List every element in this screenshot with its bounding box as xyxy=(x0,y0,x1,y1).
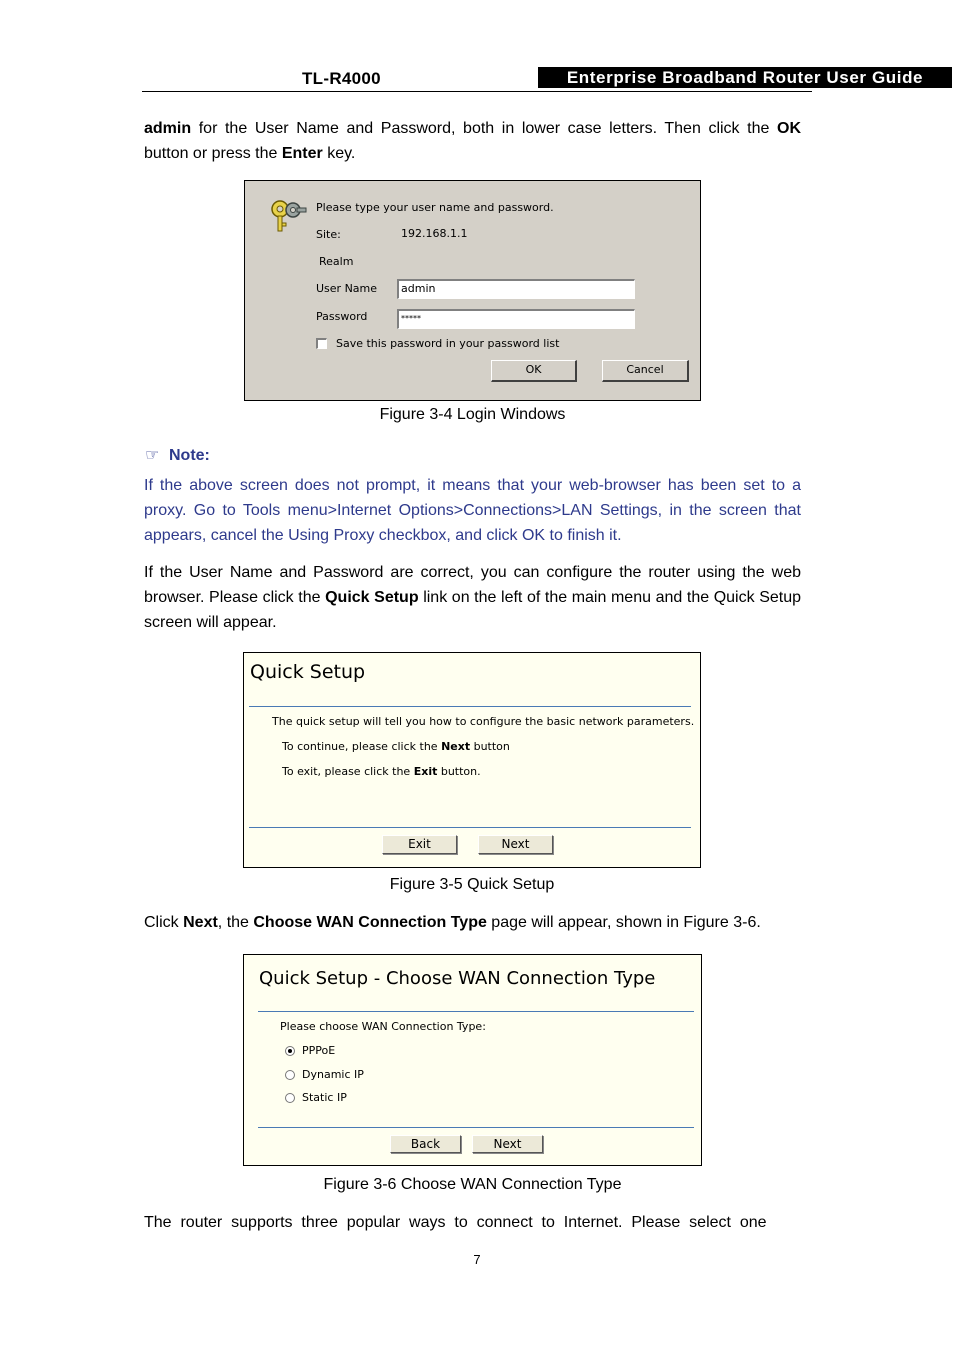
bold-ok: OK xyxy=(777,120,801,137)
note-heading-text: Note: xyxy=(169,447,210,464)
guide-title: Enterprise Broadband Router User Guide xyxy=(538,67,952,88)
next-button[interactable]: Next xyxy=(478,835,553,854)
username-label: User Name xyxy=(316,282,378,295)
para3-text-1: Click xyxy=(144,914,184,931)
password-input[interactable]: ***** xyxy=(397,309,635,329)
intro-text-1: for the User Name and Password, both in lower case letters. Then click the xyxy=(191,120,777,137)
realm-label: Realm xyxy=(319,255,354,268)
line3-bold: Exit xyxy=(413,765,438,778)
bold-admin: admin xyxy=(144,120,192,137)
quick-setup-line-1: The quick setup will tell you how to configure the basic network parameters. xyxy=(272,715,695,728)
bold-enter: Enter xyxy=(281,145,323,162)
line2-post: button xyxy=(470,740,510,753)
para3-text-3: page will appear, shown in Figure 3-6. xyxy=(486,914,761,931)
bold-next: Next xyxy=(183,914,218,931)
save-password-checkbox[interactable] xyxy=(316,338,327,349)
wan-type-screenshot xyxy=(243,954,702,1166)
quick-setup-line-2 xyxy=(282,740,510,753)
page-number: 7 xyxy=(473,1252,481,1267)
line2-bold: Next xyxy=(441,740,471,753)
paragraph-connection-ways: The router supports three popular ways to connect to Internet. Please select one xyxy=(144,1214,767,1231)
figure-3-6-caption: Figure 3-6 Choose WAN Connection Type xyxy=(323,1176,622,1193)
divider-bottom xyxy=(249,827,691,828)
login-window-screenshot xyxy=(244,180,701,401)
model-name: TL-R4000 xyxy=(302,69,381,88)
ok-button[interactable]: OK xyxy=(491,360,577,382)
next-button[interactable]: Next xyxy=(472,1135,543,1153)
intro-paragraph xyxy=(144,116,801,166)
label-dynamic-ip: Dynamic IP xyxy=(302,1068,364,1081)
radio-static-ip[interactable] xyxy=(285,1093,295,1103)
cancel-button[interactable]: Cancel xyxy=(602,360,689,382)
keys-icon xyxy=(267,199,307,233)
wan-type-title: Quick Setup - Choose WAN Connection Type xyxy=(259,968,656,989)
site-label: Site: xyxy=(316,228,341,241)
figure-3-5-caption: Figure 3-5 Quick Setup xyxy=(389,876,555,893)
para3-text-2: , the xyxy=(217,914,254,931)
save-password-label: Save this password in your password list xyxy=(336,337,560,350)
note-heading xyxy=(145,445,210,465)
divider-top xyxy=(258,1011,694,1012)
exit-button[interactable]: Exit xyxy=(382,835,457,854)
wan-type-prompt: Please choose WAN Connection Type: xyxy=(280,1020,486,1033)
bold-quick-setup: Quick Setup xyxy=(325,589,419,606)
login-prompt: Please type your user name and password. xyxy=(316,201,554,214)
quick-setup-line-3 xyxy=(282,765,481,778)
pointing-hand-icon: ☞ xyxy=(145,447,160,464)
line2-pre: To continue, please click the xyxy=(282,740,442,753)
line3-post: button. xyxy=(437,765,481,778)
back-button[interactable]: Back xyxy=(390,1135,461,1153)
paragraph-quick-setup xyxy=(144,560,801,635)
note-text: If the above screen does not prompt, it means that your web-browser has been set to a proxy. Go to Tools menu>Internet Options>Connections>LAN Settings, in the screen that appears, cancel the Using Proxy checkbox, and click OK to finish it. xyxy=(144,477,801,544)
line3-pre: To exit, please click the xyxy=(282,765,414,778)
username-input[interactable]: admin xyxy=(397,279,635,299)
divider-top xyxy=(249,706,691,707)
intro-text-3: key. xyxy=(322,145,356,162)
password-label: Password xyxy=(316,310,368,323)
para2-text-1: If the User Name and Password are correct, you can configure the router using the web browser. Please click the xyxy=(144,564,801,606)
radio-pppoe[interactable] xyxy=(285,1046,295,1056)
site-value: 192.168.1.1 xyxy=(401,227,468,240)
bold-wan-type: Choose WAN Connection Type xyxy=(253,914,487,931)
label-pppoe: PPPoE xyxy=(302,1044,336,1057)
quick-setup-title: Quick Setup xyxy=(250,661,366,683)
page-header xyxy=(142,67,924,92)
intro-text-2: button or press the xyxy=(144,145,282,162)
label-static-ip: Static IP xyxy=(302,1091,347,1104)
divider-bottom xyxy=(258,1127,694,1128)
quick-setup-screenshot xyxy=(243,652,701,868)
paragraph-click-next xyxy=(144,910,814,935)
para2-text-2: link on the left of the main menu and the Quick Setup screen will appear. xyxy=(144,589,802,631)
figure-3-4-caption: Figure 3-4 Login Windows xyxy=(379,406,566,423)
radio-dynamic-ip[interactable] xyxy=(285,1070,295,1080)
